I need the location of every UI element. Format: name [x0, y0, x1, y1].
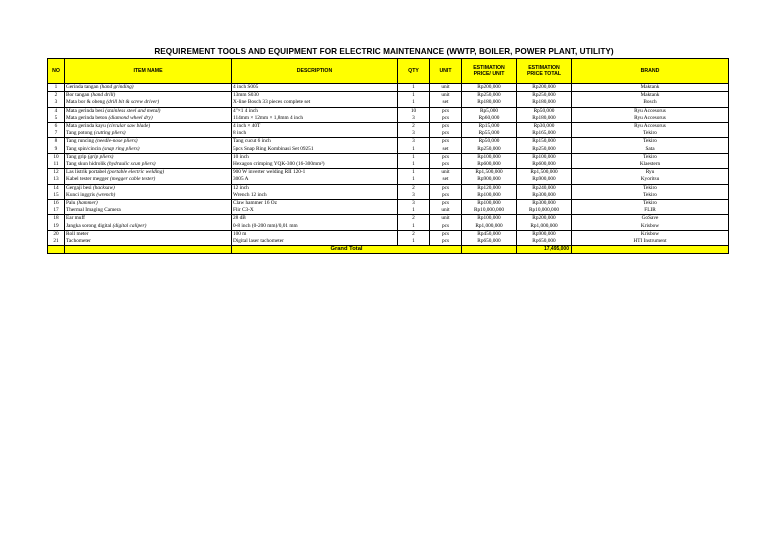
cell-unit: pcs: [430, 230, 462, 238]
table-row: [48, 146, 729, 154]
cell-price-total: Rp1,500,000: [517, 169, 572, 177]
header-price-unit-line1: ESTIMATION: [473, 64, 505, 71]
cell-description: 100 m: [232, 230, 398, 238]
cell-description: 4"×1 4 inch: [232, 107, 398, 115]
table-row: [48, 107, 729, 115]
cell-no: 10: [48, 153, 65, 161]
cell-price-unit: Rp600,000: [462, 161, 517, 169]
cell-price-total: Rp650,000: [517, 238, 572, 246]
cell-description: 4 inch × 40T: [232, 123, 398, 131]
cell-qty: 1: [398, 146, 430, 154]
cell-price-unit: Rp10,000,000: [462, 207, 517, 215]
cell-description: Digital laser tachometer: [232, 238, 398, 246]
cell-price-total: Rp165,000: [517, 130, 572, 138]
cell-price-unit: Rp15,000: [462, 123, 517, 131]
cell-description: 10 inch: [232, 153, 398, 161]
cell-item-name: [65, 99, 232, 107]
item-name-text: Mata gerinda besi: [66, 107, 104, 114]
cell-brand: Krisbow: [572, 223, 729, 231]
cell-item-name: [65, 238, 232, 246]
table-row: [48, 207, 729, 215]
header-price-unit: [462, 59, 517, 84]
table-row: [48, 215, 729, 223]
cell-qty: 3: [398, 138, 430, 146]
table-row: [48, 223, 729, 231]
cell-unit: pcs: [430, 161, 462, 169]
cell-item-name: [65, 92, 232, 100]
cell-item-name: [65, 215, 232, 223]
cell-price-total: Rp180,000: [517, 115, 572, 123]
cell-price-unit: Rp120,000: [462, 184, 517, 192]
cell-qty: 1: [398, 99, 430, 107]
cell-price-unit: Rp100,000: [462, 215, 517, 223]
cell-qty: 2: [398, 215, 430, 223]
cell-qty: 2: [398, 184, 430, 192]
table-row: [48, 238, 729, 246]
cell-price-total: Rp600,000: [517, 161, 572, 169]
cell-no: 14: [48, 184, 65, 192]
cell-unit: unit: [430, 84, 462, 92]
cell-price-unit: Rp900,000: [462, 176, 517, 184]
cell-item-name: [65, 161, 232, 169]
cell-brand: Maktank: [572, 92, 729, 100]
item-name-text: Thermal Imaging Camera: [66, 207, 121, 214]
item-name-english: (stainless steel and metal): [105, 107, 161, 114]
cell-price-total: Rp250,000: [517, 92, 572, 100]
cell-no: 18: [48, 215, 65, 223]
cell-unit: set: [430, 146, 462, 154]
cell-unit: pcs: [430, 192, 462, 200]
item-name-text: Tang spin/cincin: [66, 145, 102, 152]
item-name-text: Gerinda tangan: [66, 84, 99, 90]
item-name-english: (drill bit & screw driver): [106, 99, 160, 106]
cell-unit: pcs: [430, 153, 462, 161]
cell-no: 13: [48, 176, 65, 184]
cell-unit: pcs: [430, 130, 462, 138]
table-row: [48, 153, 729, 161]
cell-unit: pcs: [430, 238, 462, 246]
cell-brand: Tekiro: [572, 184, 729, 192]
cell-qty: 2: [398, 230, 430, 238]
cell-qty: 2: [398, 123, 430, 131]
cell-qty: 1: [398, 84, 430, 92]
item-name-text: Palu: [66, 200, 76, 207]
cell-unit: unit: [430, 215, 462, 223]
cell-description: Flir C3-X: [232, 207, 398, 215]
cell-no: 4: [48, 107, 65, 115]
cell-brand: HTI Instrument: [572, 238, 729, 246]
table-row: [48, 115, 729, 123]
cell-item-name: [65, 84, 232, 92]
cell-item-name: [65, 192, 232, 200]
table-row: [48, 130, 729, 138]
cell-no: 8: [48, 138, 65, 146]
cell-price-total: Rp250,000: [517, 146, 572, 154]
item-name-text: Tang grip: [66, 153, 87, 160]
table-row: [48, 230, 729, 238]
cell-brand: Tekiro: [572, 192, 729, 200]
cell-price-total: Rp200,000: [517, 84, 572, 92]
cell-price-unit: Rp100,000: [462, 200, 517, 208]
cell-description: 900 W inverter welding RII 120-1: [232, 169, 398, 177]
item-name-text: Mata bor & obeng: [66, 99, 105, 106]
cell-no: 17: [48, 207, 65, 215]
cell-price-unit: Rp60,000: [462, 115, 517, 123]
cell-price-total: Rp300,000: [517, 200, 572, 208]
item-name-english: (hand grinding): [99, 84, 134, 90]
cell-unit: pcs: [430, 223, 462, 231]
cell-qty: 1: [398, 238, 430, 246]
cell-qty: 3: [398, 192, 430, 200]
item-name-english: (wrench): [96, 191, 116, 198]
cell-price-unit: Rp1,500,000: [462, 169, 517, 177]
grand-total-spacer: [65, 246, 232, 254]
cell-description: 5pcs Snap Ring Kombinasi Set 09251: [232, 146, 398, 154]
cell-price-total: Rp240,000: [517, 184, 572, 192]
cell-no: 1: [48, 84, 65, 92]
cell-no: 11: [48, 161, 65, 169]
cell-no: 2: [48, 92, 65, 100]
cell-description: Tang cucut 6 inch: [232, 138, 398, 146]
cell-item-name: [65, 153, 232, 161]
cell-description: X-line Bosch 33 pieces complete set: [232, 99, 398, 107]
cell-brand: Ryu: [572, 169, 729, 177]
header-price-unit-line2: PRICE/ UNIT: [473, 71, 505, 77]
cell-item-name: [65, 230, 232, 238]
item-name-english: (hacksaw): [92, 184, 115, 191]
table-body: [48, 84, 729, 246]
grand-total-spacer: [572, 246, 729, 254]
cell-description: 12 inch: [232, 184, 398, 192]
item-name-english: (hydraulic scun pliers): [107, 161, 156, 168]
cell-description: 13mm S030: [232, 92, 398, 100]
cell-qty: 1: [398, 176, 430, 184]
requirements-table: [47, 58, 729, 254]
page-title: REQUIREMENT TOOLS AND EQUIPMENT FOR ELECTRIC MAINTENANCE (WWTP, BOILER, POWER PLANT, UTILITY): [154, 47, 614, 56]
cell-price-unit: Rp650,000: [462, 238, 517, 246]
cell-no: 9: [48, 146, 65, 154]
item-name-english: (grip pliers): [87, 153, 114, 160]
cell-price-unit: Rp100,000: [462, 192, 517, 200]
cell-no: 21: [48, 238, 65, 246]
cell-item-name: [65, 176, 232, 184]
item-name-english: (needle-nose pliers): [95, 138, 138, 145]
table-row: [48, 161, 729, 169]
cell-price-total: Rp300,000: [517, 192, 572, 200]
cell-price-total: Rp100,000: [517, 153, 572, 161]
item-name-text: Roll meter: [66, 230, 89, 237]
cell-brand: FLIR: [572, 207, 729, 215]
item-name-text: Ear muff: [66, 215, 85, 222]
item-name-text: Mata gerinda kayu: [66, 123, 106, 130]
cell-no: 7: [48, 130, 65, 138]
cell-brand: Klaestern: [572, 161, 729, 169]
cell-price-total: Rp180,000: [517, 99, 572, 107]
cell-price-total: Rp50,000: [517, 107, 572, 115]
table-row: [48, 84, 729, 92]
cell-no: 3: [48, 99, 65, 107]
cell-brand: Krisbow: [572, 230, 729, 238]
item-name-english: (circular saw blade): [107, 123, 151, 130]
item-name-english: (hammer): [76, 200, 98, 207]
item-name-english: (cutting pliers): [93, 130, 126, 137]
item-name-english: (snap ring pliers): [102, 145, 140, 152]
cell-brand: Kyoritsu: [572, 176, 729, 184]
cell-item-name: [65, 169, 232, 177]
cell-item-name: [65, 207, 232, 215]
cell-price-unit: Rp100,000: [462, 153, 517, 161]
cell-unit: pcs: [430, 200, 462, 208]
cell-price-unit: Rp250,000: [462, 146, 517, 154]
item-name-text: Mata gerinda beton: [66, 114, 108, 121]
item-name-english: (hand drill): [90, 92, 116, 99]
cell-price-total: Rp900,000: [517, 230, 572, 238]
cell-item-name: [65, 138, 232, 146]
cell-item-name: [65, 223, 232, 231]
cell-brand: Ryu Accesorus: [572, 115, 729, 123]
item-name-english: (megger cable tester): [109, 176, 156, 183]
item-name-text: Bor tangan: [66, 92, 90, 99]
cell-qty: 1: [398, 92, 430, 100]
item-name-text: Tang potong: [66, 130, 93, 137]
cell-description: 3005 A: [232, 176, 398, 184]
cell-price-unit: Rp200,000: [462, 84, 517, 92]
cell-description: 8 inch: [232, 130, 398, 138]
cell-item-name: [65, 184, 232, 192]
cell-item-name: [65, 123, 232, 131]
cell-unit: pcs: [430, 123, 462, 131]
cell-qty: 1: [398, 207, 430, 215]
table-header-row: [48, 59, 729, 84]
cell-item-name: [65, 115, 232, 123]
cell-brand: Ryu Accesorus: [572, 123, 729, 131]
header-unit: UNIT: [430, 59, 462, 84]
cell-price-unit: Rp250,000: [462, 92, 517, 100]
table-row: [48, 169, 729, 177]
cell-price-unit: Rp50,000: [462, 138, 517, 146]
cell-price-total: Rp200,000: [517, 215, 572, 223]
header-item-name: ITEM NAME: [65, 59, 232, 84]
cell-brand: Sata: [572, 146, 729, 154]
cell-no: 19: [48, 223, 65, 231]
table-row: [48, 138, 729, 146]
table-row: [48, 192, 729, 200]
cell-qty: 1: [398, 223, 430, 231]
cell-price-unit: Rp55,000: [462, 130, 517, 138]
grand-total-row: [48, 246, 729, 254]
cell-unit: set: [430, 99, 462, 107]
cell-price-unit: Rp5,000: [462, 107, 517, 115]
cell-price-total: Rp900,000: [517, 176, 572, 184]
cell-no: 20: [48, 230, 65, 238]
cell-qty: 10: [398, 107, 430, 115]
header-no: NO: [48, 59, 65, 84]
cell-item-name: [65, 146, 232, 154]
cell-brand: Ryu Accesorus: [572, 107, 729, 115]
item-name-text: Tang runcing: [66, 138, 95, 145]
cell-no: 12: [48, 169, 65, 177]
cell-unit: unit: [430, 92, 462, 100]
cell-brand: Tekiro: [572, 130, 729, 138]
cell-price-unit: Rp450,000: [462, 230, 517, 238]
cell-qty: 1: [398, 153, 430, 161]
cell-price-total: Rp1,000,000: [517, 223, 572, 231]
cell-description: 28 dB: [232, 215, 398, 223]
table-row: [48, 123, 729, 131]
cell-brand: Bosch: [572, 99, 729, 107]
header-price-total: [517, 59, 572, 84]
cell-no: 15: [48, 192, 65, 200]
cell-unit: pcs: [430, 184, 462, 192]
grand-total-spacer: [48, 246, 65, 254]
item-name-english: (digital caliper): [112, 222, 147, 229]
header-qty: QTY: [398, 59, 430, 84]
cell-unit: pcs: [430, 115, 462, 123]
cell-unit: unit: [430, 169, 462, 177]
table-row: [48, 92, 729, 100]
item-name-text: Kabel tester megger: [66, 176, 109, 183]
cell-brand: Tekiro: [572, 153, 729, 161]
item-name-text: Jangka sorong digital: [66, 222, 112, 229]
cell-qty: 3: [398, 130, 430, 138]
cell-no: 5: [48, 115, 65, 123]
item-name-text: Gergaji besi: [66, 184, 92, 191]
cell-price-total: Rp150,000: [517, 138, 572, 146]
cell-unit: unit: [430, 207, 462, 215]
item-name-english: (diamond wheel dry): [108, 114, 153, 121]
cell-description: 0-8 inch (0-200 mm)/0,01 mm: [232, 223, 398, 231]
cell-unit: set: [430, 176, 462, 184]
cell-qty: 1: [398, 161, 430, 169]
grand-total-label: Grand Total: [232, 246, 462, 254]
cell-unit: pcs: [430, 138, 462, 146]
table-row: [48, 99, 729, 107]
cell-description: 114mm × 12mm × 1,8mm 4 inch: [232, 115, 398, 123]
cell-description: Hexagon crimping YQK-300 (16-300mm²): [232, 161, 398, 169]
cell-unit: pcs: [430, 107, 462, 115]
cell-price-unit: Rp180,000: [462, 99, 517, 107]
table-row: [48, 184, 729, 192]
header-price-total-line1: ESTIMATION: [528, 64, 560, 71]
header-price-total-line2: PRICE TOTAL: [526, 71, 562, 77]
cell-price-total: Rp30,000: [517, 123, 572, 131]
grand-total-value: 17,495,000: [517, 246, 572, 254]
item-name-text: Las listrik portabel: [66, 169, 107, 176]
cell-price-unit: Rp1,000,000: [462, 223, 517, 231]
header-description: DESCRIPTION: [232, 59, 398, 84]
cell-price-total: Rp10,000,000: [517, 207, 572, 215]
cell-qty: 1: [398, 169, 430, 177]
item-name-text: Kunci inggris: [66, 191, 95, 198]
cell-brand: Tekiro: [572, 200, 729, 208]
cell-no: 16: [48, 200, 65, 208]
cell-item-name: [65, 107, 232, 115]
item-name-text: Tachometer: [66, 238, 91, 245]
table-row: [48, 200, 729, 208]
item-name-english: (portable electric welding): [107, 169, 165, 176]
table-row: [48, 176, 729, 184]
cell-description: 4 inch S005: [232, 84, 398, 92]
cell-description: Claw hammer 16 Oz: [232, 200, 398, 208]
cell-no: 6: [48, 123, 65, 131]
header-brand: BRAND: [572, 59, 729, 84]
cell-brand: Tekiro: [572, 138, 729, 146]
cell-brand: Maktank: [572, 84, 729, 92]
item-name-text: Tang skun hidrolik: [66, 161, 106, 168]
cell-qty: 3: [398, 200, 430, 208]
grand-total-spacer: [462, 246, 517, 254]
cell-brand: GoSave: [572, 215, 729, 223]
cell-item-name: [65, 130, 232, 138]
cell-qty: 3: [398, 115, 430, 123]
cell-item-name: [65, 200, 232, 208]
cell-description: Wrench 12 inch: [232, 192, 398, 200]
